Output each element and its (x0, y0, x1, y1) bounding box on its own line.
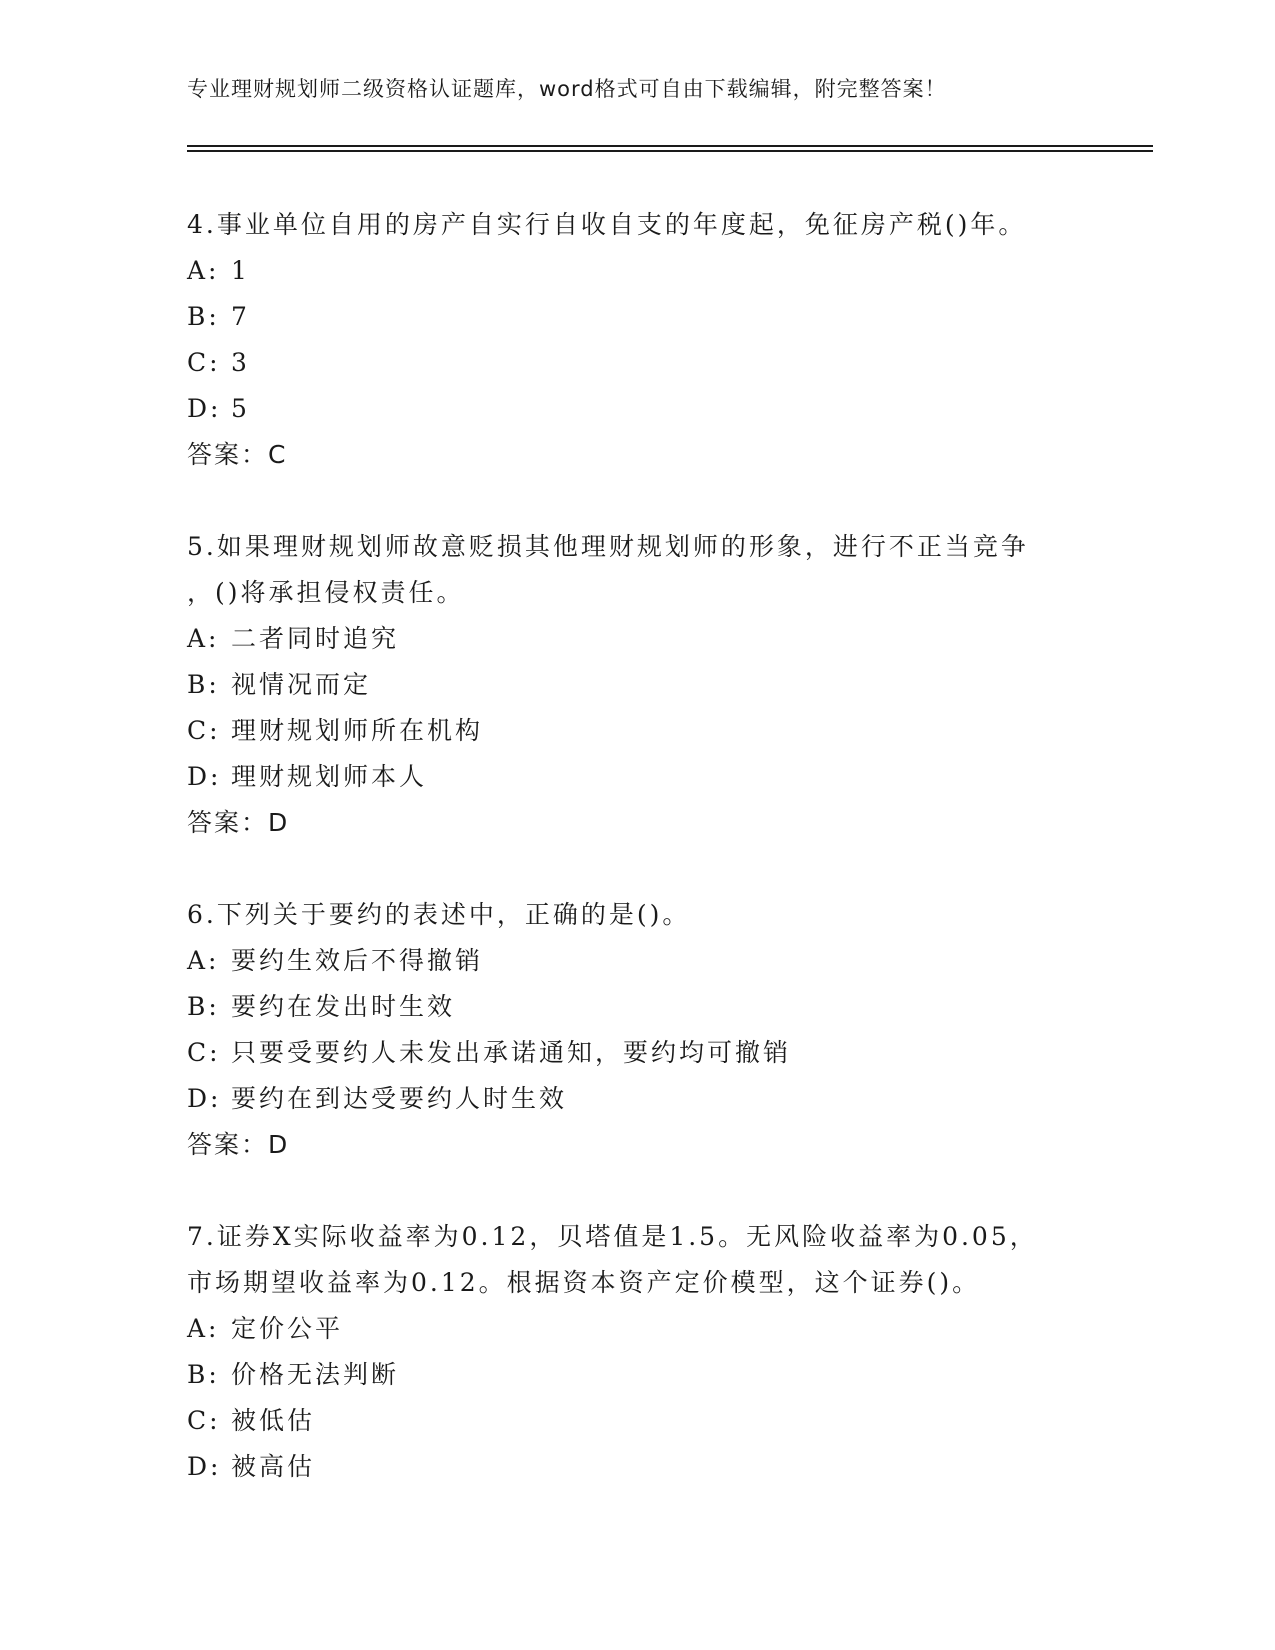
option-letter: D: (187, 1084, 222, 1113)
option-letter: B: (187, 1360, 220, 1389)
option-letter: A: (187, 1314, 220, 1343)
option-text: 要约在到达受要约人时生效 (231, 1084, 568, 1113)
option-a (187, 616, 1087, 662)
option-text: 1 (231, 256, 250, 285)
option-text: 5 (231, 394, 250, 423)
option-text: 3 (231, 348, 250, 377)
header-divider (187, 145, 1153, 152)
option-letter: D: (187, 394, 222, 423)
option-c (187, 1030, 1087, 1076)
option-text: 只要受要约人未发出承诺通知，要约均可撤销 (231, 1038, 792, 1067)
option-letter: C: (187, 1406, 221, 1435)
option-text: 被高估 (231, 1452, 316, 1481)
option-c (187, 340, 1087, 386)
option-d (187, 386, 1087, 432)
question-text: 6.下列关于要约的表述中，正确的是()。 (187, 900, 691, 929)
option-b (187, 294, 1087, 340)
question-text-continued: 市场期望收益率为0.12。根据资本资产定价模型，这个证券()。 (187, 1268, 981, 1297)
question-7 (187, 1214, 1087, 1490)
option-a (187, 248, 1087, 294)
answer-line: 答案：D (187, 808, 290, 837)
option-letter: A: (187, 946, 220, 975)
option-d (187, 1444, 1087, 1490)
option-c (187, 1398, 1087, 1444)
option-text: 二者同时追究 (231, 624, 400, 653)
option-letter: B: (187, 670, 220, 699)
option-c (187, 708, 1087, 754)
question-list (187, 202, 1087, 1536)
option-letter: D: (187, 1452, 222, 1481)
option-text: 7 (231, 302, 250, 331)
option-letter: A: (187, 624, 220, 653)
option-d (187, 1076, 1087, 1122)
option-a (187, 1306, 1087, 1352)
option-text: 定价公平 (231, 1314, 344, 1343)
option-letter: C: (187, 1038, 221, 1067)
option-b (187, 1352, 1087, 1398)
question-6 (187, 892, 1087, 1168)
option-text: 视情况而定 (231, 670, 372, 699)
option-b (187, 984, 1087, 1030)
option-text: 要约在发出时生效 (231, 992, 456, 1021)
question-text-continued: ，()将承担侵权责任。 (187, 578, 465, 607)
question-4 (187, 202, 1087, 478)
option-text: 理财规划师所在机构 (231, 716, 484, 745)
option-letter: B: (187, 302, 220, 331)
question-text: 4.事业单位自用的房产自实行自收自支的年度起，免征房产税()年。 (187, 210, 1027, 239)
option-letter: B: (187, 992, 220, 1021)
question-text: 7.证券X实际收益率为0.12，贝塔值是1.5。无风险收益率为0.05， (187, 1222, 1038, 1251)
question-5 (187, 524, 1087, 846)
option-text: 价格无法判断 (231, 1360, 400, 1389)
option-letter: C: (187, 716, 221, 745)
option-text: 被低估 (231, 1406, 316, 1435)
answer-line: 答案：C (187, 440, 288, 469)
option-text: 要约生效后不得撤销 (231, 946, 484, 975)
answer-line: 答案：D (187, 1130, 290, 1159)
option-letter: C: (187, 348, 221, 377)
page-header: 专业理财规划师二级资格认证题库，word格式可自由下载编辑，附完整答案！ (187, 77, 947, 101)
option-d (187, 754, 1087, 800)
option-letter: A: (187, 256, 220, 285)
option-text: 理财规划师本人 (231, 762, 428, 791)
option-letter: D: (187, 762, 222, 791)
question-text: 5.如果理财规划师故意贬损其他理财规划师的形象，进行不正当竞争 (187, 532, 1029, 561)
option-a (187, 938, 1087, 984)
option-b (187, 662, 1087, 708)
